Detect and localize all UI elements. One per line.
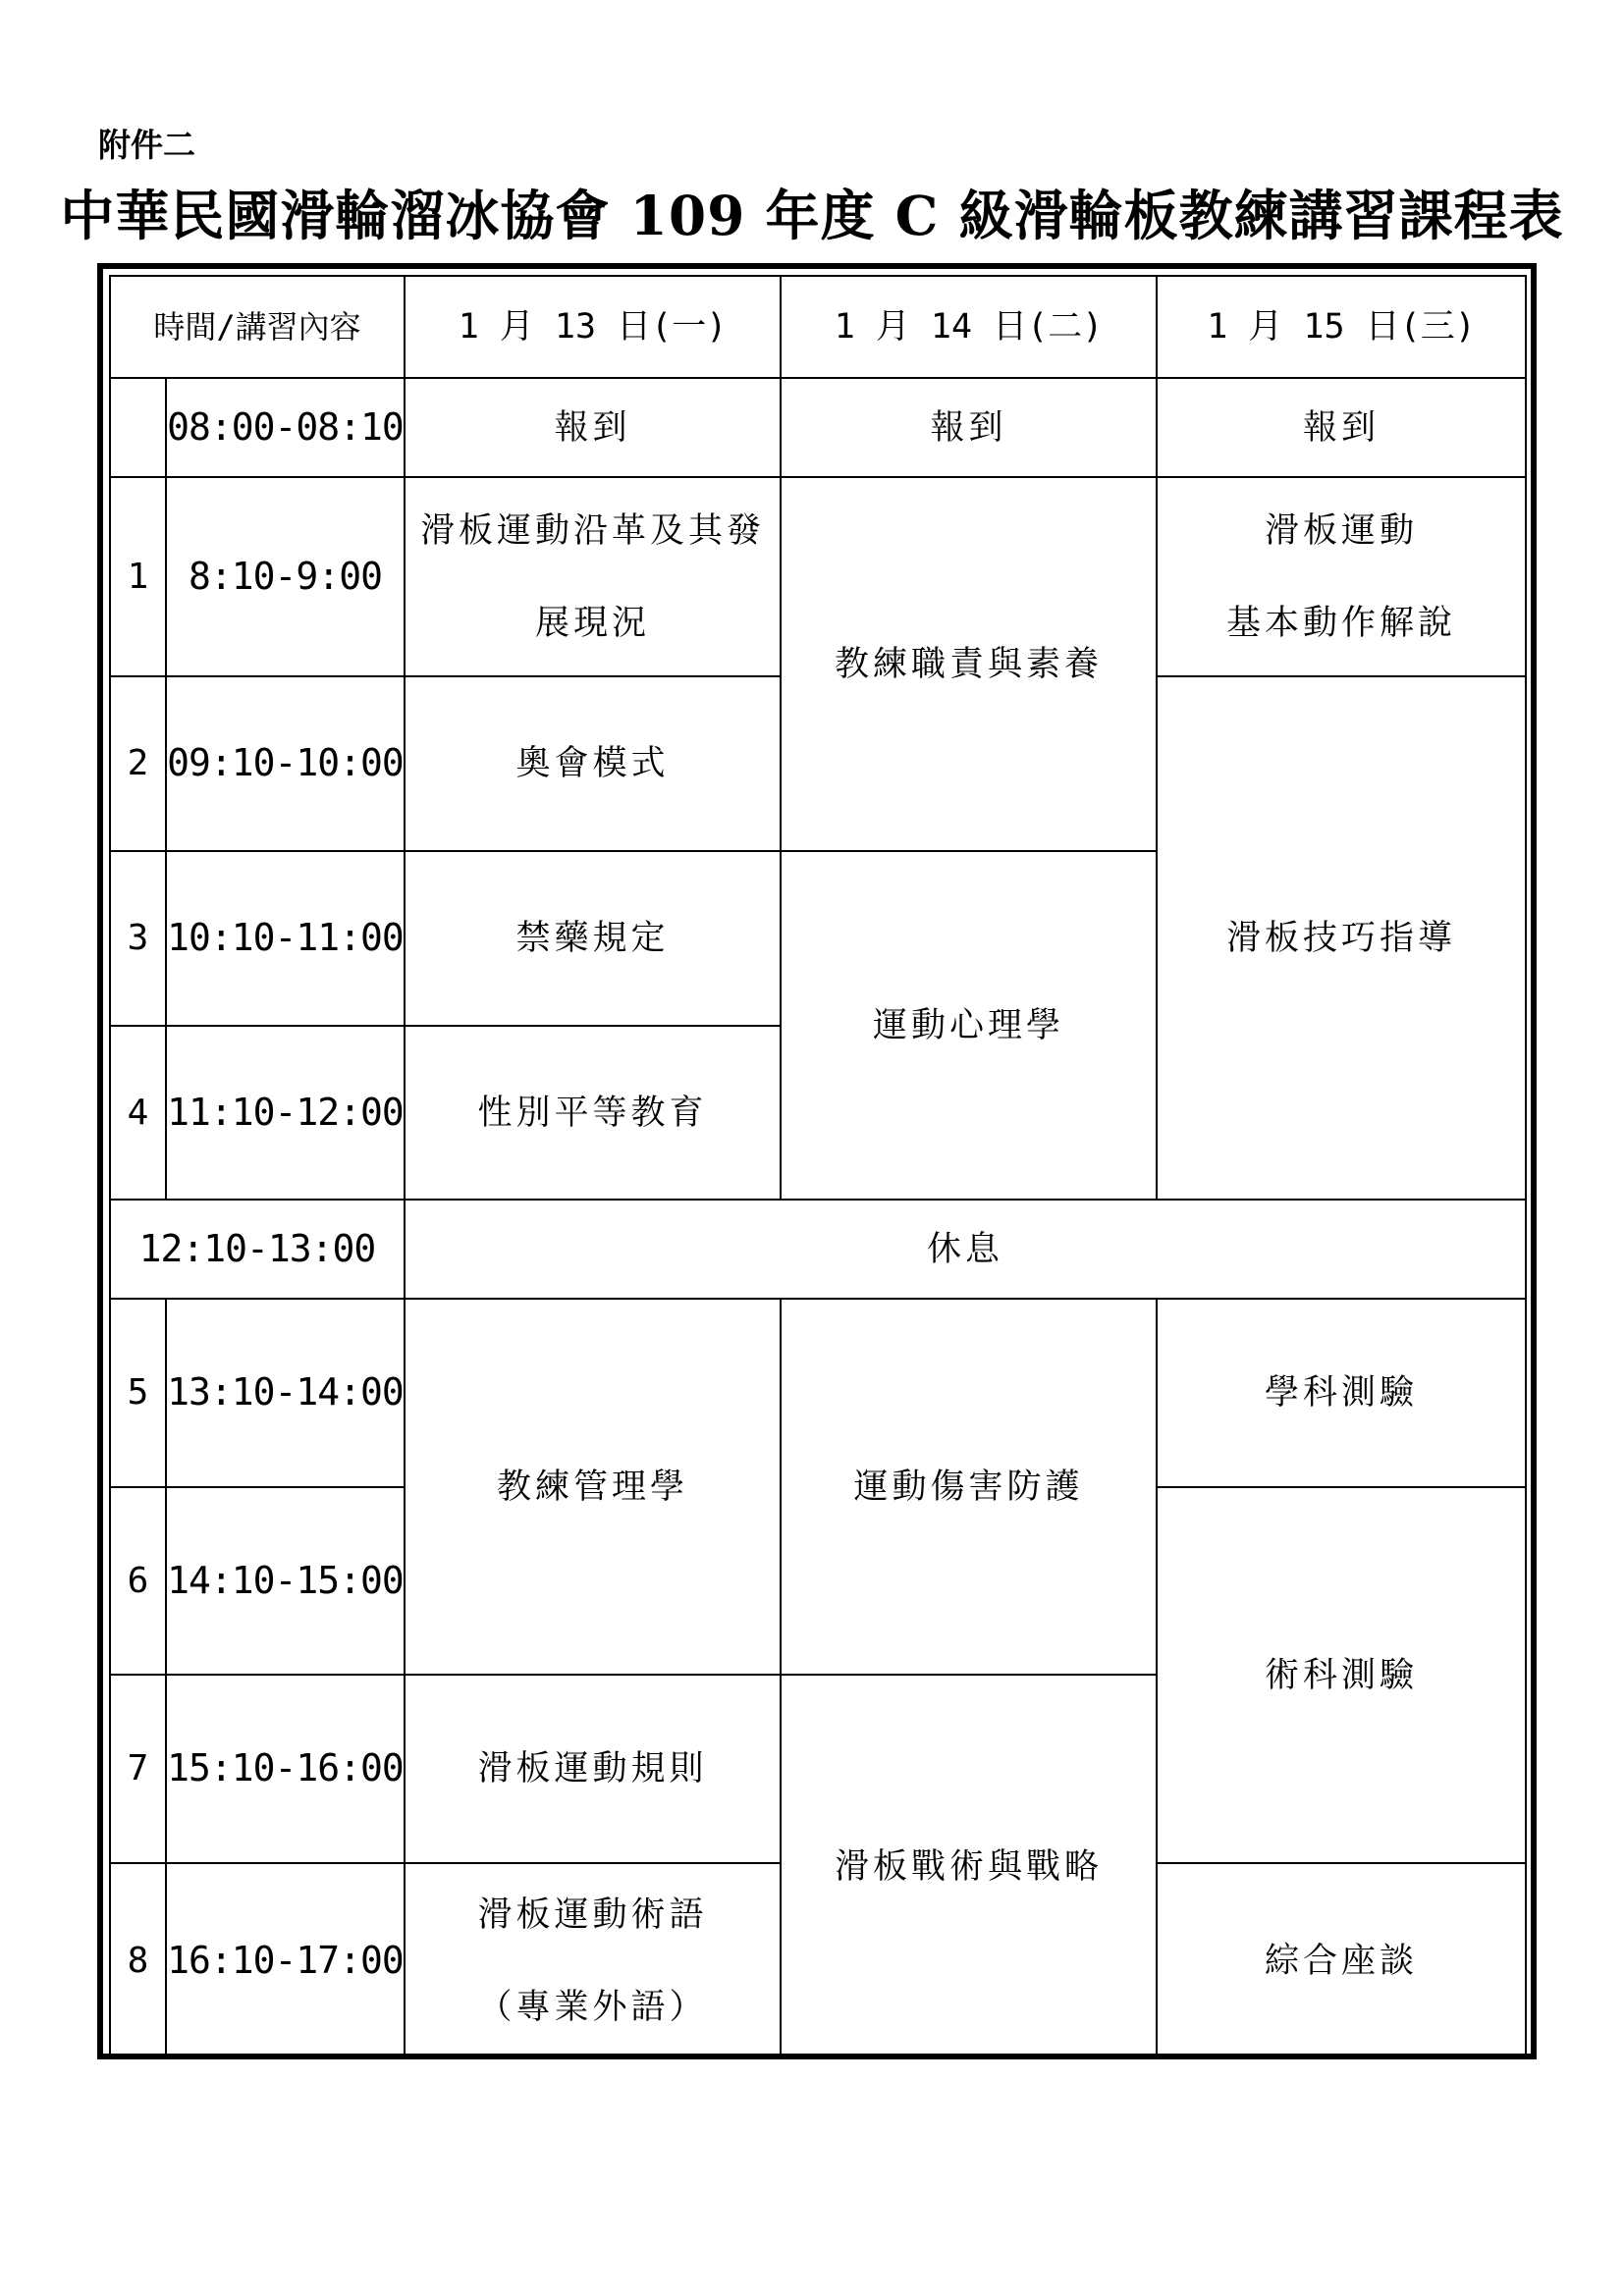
checkin-row	[110, 378, 1526, 477]
course-text: 禁藥規定	[515, 919, 670, 958]
checkin-day-1-label: 報到	[554, 407, 631, 448]
course-text: 滑板戰術與戰略	[834, 1846, 1103, 1887]
checkin-day-3	[1157, 378, 1526, 477]
session-time: 09:10-10:00	[166, 676, 405, 851]
session-number: 5	[110, 1299, 166, 1487]
lunch-label: 休息	[926, 1229, 1003, 1269]
course-text: 術科測驗	[1264, 1655, 1418, 1695]
session-number: 6	[110, 1487, 166, 1675]
schedule-frame	[97, 263, 1537, 2059]
schedule-table	[109, 275, 1527, 2059]
course-day3-session1	[1157, 477, 1526, 676]
session-time: 14:10-15:00	[166, 1487, 405, 1675]
course-day2-session5-6	[781, 1299, 1157, 1675]
checkin-number-cell	[110, 378, 166, 477]
session-number: 3	[110, 851, 166, 1026]
session-row-1	[110, 477, 1526, 676]
course-text: 滑板技巧指導	[1225, 918, 1456, 958]
lunch-row	[110, 1200, 1526, 1299]
course-day1-session3	[405, 851, 781, 1026]
course-text: 運動傷害防護	[853, 1467, 1084, 1507]
course-text: 運動心理學	[872, 1005, 1064, 1045]
page-title: 中華民國滑輪溜冰協會 109 年度 C 級滑輪板教練講習課程表	[60, 184, 1564, 247]
session-number: 2	[110, 676, 166, 851]
course-text: 展現況	[534, 603, 650, 643]
checkin-day-1	[405, 378, 781, 477]
checkin-time: 08:00-08:10	[166, 378, 405, 477]
session-time: 8:10-9:00	[166, 477, 405, 676]
lunch-time: 12:10-13:00	[110, 1200, 405, 1299]
course-text: 滑板運動沿革及其發	[419, 510, 765, 551]
header-row	[110, 276, 1526, 378]
session-time: 15:10-16:00	[166, 1675, 405, 1863]
session-row-5	[110, 1299, 1526, 1487]
course-text: （專業外語）	[477, 1987, 708, 2027]
header-time-content: 時間/講習內容	[110, 276, 405, 378]
course-text: 學科測驗	[1264, 1373, 1418, 1413]
checkin-day-2-label: 報到	[930, 407, 1007, 448]
course-day1-session7	[405, 1675, 781, 1863]
session-time: 11:10-12:00	[166, 1026, 405, 1200]
checkin-day-3-label: 報到	[1302, 407, 1380, 448]
course-day2-session1-2	[781, 477, 1157, 851]
session-number: 4	[110, 1026, 166, 1200]
checkin-day-2	[781, 378, 1157, 477]
course-text: 教練職責與素養	[834, 644, 1103, 684]
session-time: 10:10-11:00	[166, 851, 405, 1026]
course-text: 綜合座談	[1264, 1941, 1418, 1981]
course-day2-session7-8	[781, 1675, 1157, 2058]
lunch-label-cell	[405, 1200, 1526, 1299]
course-text: 基本動作解說	[1225, 603, 1456, 643]
course-day1-session4	[405, 1026, 781, 1200]
course-text: 奧會模式	[515, 744, 670, 783]
session-time: 13:10-14:00	[166, 1299, 405, 1487]
course-day3-session5	[1157, 1299, 1526, 1487]
course-day3-session2-4	[1157, 676, 1526, 1200]
session-number: 1	[110, 477, 166, 676]
header-day-2: 1 月 14 日(二)	[781, 276, 1157, 378]
annex-label: 附件二	[98, 126, 195, 164]
course-day3-session6-7	[1157, 1487, 1526, 1863]
course-text: 滑板運動術語	[477, 1895, 708, 1935]
course-day2-session3-4	[781, 851, 1157, 1200]
course-day3-session8	[1157, 1863, 1526, 2058]
course-day1-session8	[405, 1863, 781, 2058]
session-number: 8	[110, 1863, 166, 2058]
session-time: 16:10-17:00	[166, 1863, 405, 2058]
course-text: 教練管理學	[496, 1467, 688, 1507]
course-text: 性別平等教育	[477, 1093, 708, 1133]
course-day1-session2	[405, 676, 781, 851]
header-day-3: 1 月 15 日(三)	[1157, 276, 1526, 378]
course-day1-session5-6	[405, 1299, 781, 1675]
header-day-1: 1 月 13 日(一)	[405, 276, 781, 378]
course-day1-session1	[405, 477, 781, 676]
course-text: 滑板運動	[1264, 510, 1418, 551]
course-text: 滑板運動規則	[477, 1749, 708, 1789]
session-number: 7	[110, 1675, 166, 1863]
